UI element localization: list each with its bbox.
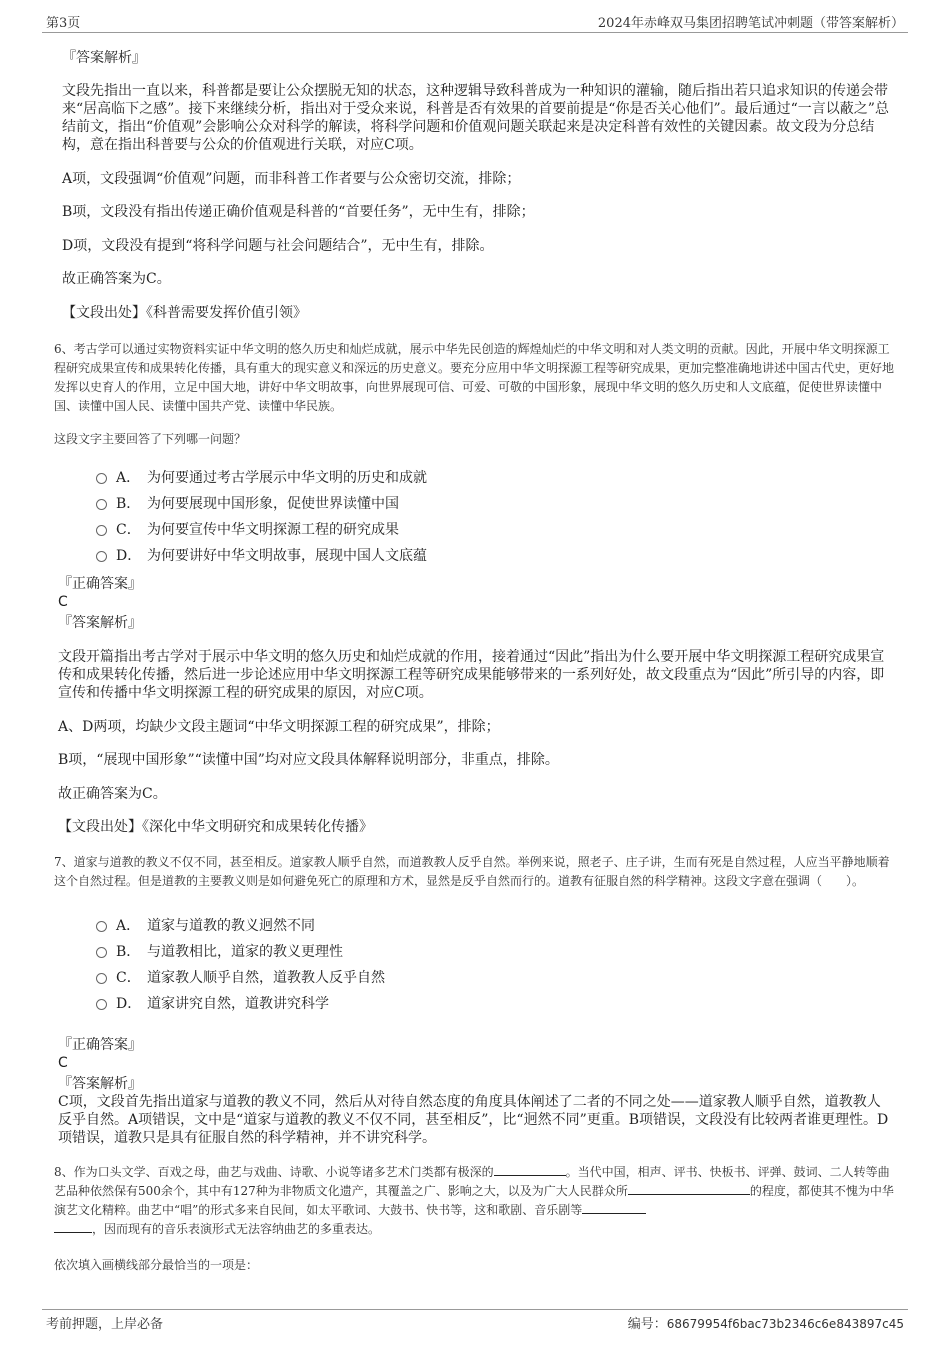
page-number: 第3页: [46, 16, 81, 31]
q7-analysis-label: 『答案解析』: [58, 1076, 142, 1092]
q6-note-b: B项，“展现中国形象”“读懂中国”均对应文段具体解释说明部分，非重点，排除。: [58, 752, 559, 768]
radio-icon[interactable]: [96, 499, 107, 510]
option-text: 为何要通过考古学展示中华文明的历史和成就: [147, 470, 427, 486]
footer-slogan: 考前押题，上岸必备: [46, 1317, 164, 1332]
q8-text-part1: 8、作为口头文学、百戏之母，曲艺与戏曲、诗歌、小说等诸多艺术门类都有极深的: [54, 1165, 494, 1179]
q8-question: 依次填入画横线部分最恰当的一项是：: [54, 1258, 259, 1272]
option-text: 道家教人顺乎自然，道教教人反乎自然: [147, 970, 385, 986]
q7-analysis-text: C项，文段首先指出道家与道教的教义不同，然后从对待自然态度的角度具体阐述了二者的不同之处——道家教人顺乎自然，道教教人反乎自然。A项错误，文中是“道家与道教的教义不仅不同，甚至相反”，比“迥然不同”更重。B项错误，文段没有比较两者谁更理性。D项错误，道教只是具有征服自然的科学精神，并不讲究科学。: [58, 1094, 889, 1146]
q6-conclusion: 故正确答案为C。: [58, 786, 167, 802]
q8-text-part3: 的程度，都使其不愧为中华演艺文化精粹。曲艺中“唱”的形式多来自民间，如太平歌词、大鼓书、快书等，这和歌剧、音乐剧等: [54, 1184, 894, 1217]
option-label: C．: [116, 970, 141, 986]
radio-icon[interactable]: [96, 973, 107, 984]
code-value: 68679954f6bac73b2346c6e843897c45: [666, 1317, 904, 1331]
q6-question: 这段文字主要回答了下列哪一问题？: [54, 432, 247, 446]
q6-source: 【文段出处】《深化中华文明研究和成果转化传播》: [58, 819, 373, 835]
fill-blank-3-cont[interactable]: [54, 1220, 92, 1233]
option-label: D．: [116, 996, 142, 1012]
q6-answer-label: 『正确答案』: [58, 576, 142, 592]
q6-note-ad: A、D两项，均缺少文段主题词“中华文明探源工程的研究成果”，排除；: [58, 719, 500, 735]
option-text: 为何要宣传中华文明探源工程的研究成果: [147, 522, 399, 538]
option-text: 与道教相比，道家的教义更理性: [147, 944, 343, 960]
fill-blank-2[interactable]: [628, 1182, 750, 1195]
q8-text-part4: ，因而现有的音乐表演形式无法容纳曲艺的多重表达。: [92, 1222, 381, 1236]
fill-blank-1[interactable]: [494, 1163, 566, 1176]
q6-analysis-label: 『答案解析』: [58, 615, 142, 631]
q7-answer: C: [58, 1055, 68, 1071]
q5-analysis-label: 『答案解析』: [62, 50, 146, 66]
q7-option-d[interactable]: [96, 995, 329, 1013]
fill-blank-3[interactable]: [582, 1201, 646, 1214]
q6-option-c[interactable]: [96, 521, 399, 539]
option-label: B．: [116, 944, 141, 960]
q6-option-b[interactable]: [96, 495, 399, 513]
q7-option-a[interactable]: [96, 917, 315, 935]
option-label: B．: [116, 496, 141, 512]
option-text: 为何要展现中国形象，促使世界读懂中国: [147, 496, 399, 512]
q6-stem: 6、考古学可以通过实物资料实证中华文明的悠久历史和灿烂成就，展示中华先民创造的辉煌灿烂的中华文明和对人类文明的贡献。因此，开展中华文明探源工程研究成果宣传和成果转化传播，具有重大的现实意义和深远的历史意义。要充分应用中华文明探源工程等研究成果，更加完整准确地讲述中国古代史，更好地发挥以史育人的作用，立足中国大地，讲好中华文明故事，向世界展现可信、可爱、可敬的中国形象，展现中华文明的悠久历史和人文底蕴，促使世界读懂中国、读懂中国人民、读懂中国共产党、读懂中华民族。: [54, 342, 895, 413]
option-text: 为何要讲好中华文明故事，展现中国人文底蕴: [147, 548, 427, 564]
radio-icon[interactable]: [96, 947, 107, 958]
q5-source: 【文段出处】《科普需要发挥价值引领》: [62, 305, 307, 321]
document-title: 2024年赤峰双马集团招聘笔试冲刺题（带答案解析）: [597, 16, 904, 31]
document-code: [628, 1313, 904, 1332]
option-text: 道家与道教的教义迥然不同: [147, 918, 315, 934]
q7-option-b[interactable]: [96, 943, 343, 961]
q6-analysis-text: 文段开篇指出考古学对于展示中华文明的悠久历史和灿烂成就的作用，接着通过“因此”指出为什么要开展中华文明探源工程研究成果宣传和成果转化传播，然后进一步论述应用中华文明探源工程等研究成果能够带来的一系列好处，故文段重点为“因此”所引导的内容，即宣传和传播中华文明探源工程的研究成果的原因，对应C项。: [58, 649, 885, 701]
q8-text-part2: 。当代中国，相声、评书、快板书、评弹、鼓词、二人转等曲艺品种依然保有500余个，其中有127种为非物质文化遗产，其覆盖之广、影响之大，以及为广大人民群众所: [54, 1165, 890, 1198]
q6-answer: C: [58, 594, 68, 610]
q7-answer-label: 『正确答案』: [58, 1037, 142, 1053]
q6-option-a[interactable]: [96, 469, 427, 487]
code-label: 编号：: [627, 1317, 667, 1332]
option-label: A．: [116, 918, 141, 934]
q5-note-d: D项，文段没有提到“将科学问题与社会问题结合”，无中生有，排除。: [62, 238, 494, 254]
q5-conclusion: 故正确答案为C。: [62, 271, 171, 287]
option-text: 道家讲究自然，道教讲究科学: [147, 996, 329, 1012]
q5-analysis-text: 文段先指出一直以来，科普都是要让公众摆脱无知的状态，这种逻辑导致科普成为一种知识的灌输，随后指出若只追求知识的传递会带来“居高临下之感”。接下来继续分析，指出对于受众来说，科普是否有效果的首要前提是“你是否关心他们”。最后通过“一言以蔽之”总结前文，指出“价值观”会影响公众对科学的解读，将科学问题和价值观问题关联起来是决定科普有效性的关键因素。故文段为分总结构，意在指出科普要与公众的价值观进行关联，对应C项。: [62, 83, 889, 153]
q5-note-a: A项，文段强调“价值观”问题，而非科普工作者要与公众密切交流，排除；: [62, 171, 521, 187]
q7-option-c[interactable]: [96, 969, 385, 987]
q7-stem: 7、道家与道教的教义不仅不同，甚至相反。道家教人顺乎自然，而道教教人反乎自然。举例来说，照老子、庄子讲，生而有死是自然过程，人应当平静地顺着这个自然过程。但是道教的主要教义则是如何避免死亡的原理和方术，显然是反乎自然而行的。道教有征服自然的科学精神。这段文字意在强调（ ）。: [54, 855, 890, 888]
footer-divider: [42, 1309, 908, 1310]
radio-icon[interactable]: [96, 921, 107, 932]
radio-icon[interactable]: [96, 999, 107, 1010]
option-label: A．: [116, 470, 141, 486]
option-label: C．: [116, 522, 141, 538]
q8-stem: [54, 1163, 896, 1239]
radio-icon[interactable]: [96, 473, 107, 484]
q6-option-d[interactable]: [96, 547, 427, 565]
radio-icon[interactable]: [96, 551, 107, 562]
radio-icon[interactable]: [96, 525, 107, 536]
option-label: D．: [116, 548, 142, 564]
q5-note-b: B项，文段没有指出传递正确价值观是科普的“首要任务”，无中生有，排除；: [62, 204, 535, 220]
header-divider: [42, 32, 908, 33]
